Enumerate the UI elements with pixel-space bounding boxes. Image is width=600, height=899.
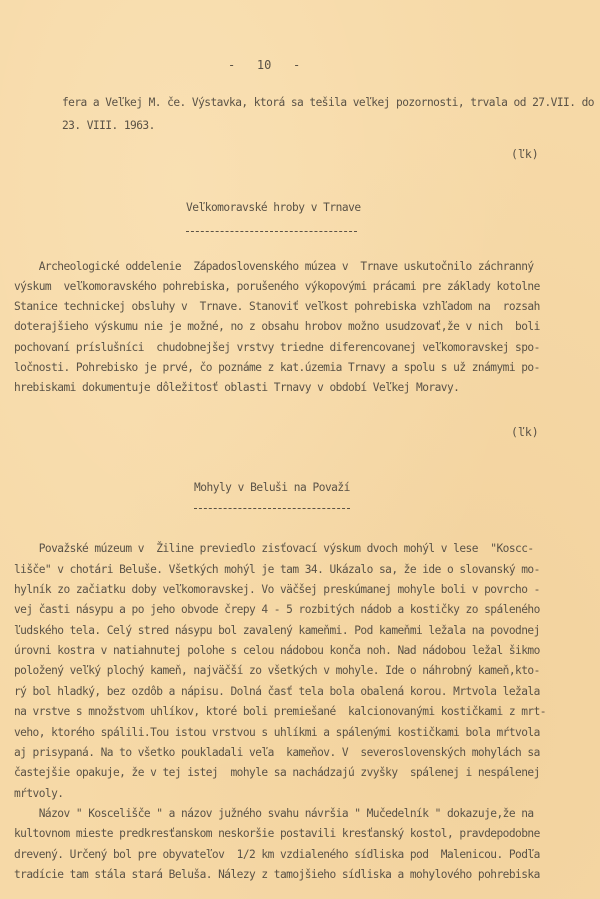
- section2-line-3: hylník zo začiatku doby veľkomoravskej. Vo väčšej preskúmanej mohyle boli v povrcho -: [14, 583, 540, 596]
- section1-line-7: hrebiskami dokumentuje dôležitosť oblasti Trnavy v období Veľkej Moravy.: [14, 381, 460, 394]
- signature-initials: (ľk): [511, 147, 539, 161]
- section-title-mohyly-v-belusi: Mohyly v Beluši na Považí: [194, 481, 350, 494]
- section2-line-11: aj prisypaná. Na to všetko poukladali veľa kameňov. V severoslovenských mohylách sa: [14, 746, 540, 759]
- title-underline: [186, 231, 357, 232]
- signature-initials: (ľk): [511, 425, 539, 439]
- section2-line-7: položený veľký plochý kameň, najväčší zo všetkých v mohyle. Ide o náhrobný kameň,kto-: [14, 664, 540, 677]
- section1-line-4: doterajšieho výskumu nie je možné, no z obsahu hrobov možno usudzovať,že v nich boli: [14, 320, 540, 333]
- section2-line-5: ľudského tela. Celý stred násypu bol zavalený kameňmi. Pod kameňmi ležala na povodnej: [14, 624, 540, 637]
- title-underline: [194, 508, 350, 509]
- section1-line-3: Stanice technickej obsluhy v Trnave. Stanoviť veľkost pohrebiska vzhľadom na rozsah: [14, 300, 540, 313]
- intro-line-1: fera a Veľkej M. če. Výstavka, ktorá sa tešila veľkej pozornosti, trvala od 27.VII. do: [62, 96, 594, 109]
- section2-line-15: kultovnom mieste predkresťanskom neskoršie postavili kresťanský kostol, pravdepodobne: [14, 827, 540, 840]
- section2-line-14: Názov " Koscelišče " a názov južného svahu návršia " Mučedelník " dokazuje,že na: [14, 807, 534, 820]
- section1-line-1: Archeologické oddelenie Západoslovenského múzea v Trnave uskutočnilo záchranný: [14, 260, 534, 273]
- section-title-velkomoravske-hroby: Veľkomoravské hroby v Trnave: [186, 201, 361, 214]
- section2-line-6: úrovni kostra v natiahnutej polohe s celou nádobou konča noh. Nad nádobou ležal šikmo: [14, 644, 540, 657]
- section2-line-1: Považské múzeum v Žiline previedlo zisťovací výskum dvoch mohýl v lese "Koscc-: [14, 542, 534, 555]
- section1-line-6: ločnosti. Pohrebisko je prvé, čo poznáme z kat.územia Trnavy a spolu s už známymi po-: [14, 361, 540, 374]
- page-number: - 10 -: [228, 58, 301, 72]
- section1-line-5: pochovaní príslušníci chudobnejšej vrstvy triedne diferencovanej veľkomoravskej spo-: [14, 341, 540, 354]
- section2-line-13: mŕtvoly.: [14, 787, 64, 800]
- intro-line-2: 23. VIII. 1963.: [62, 119, 155, 132]
- section2-line-4: vej časti násypu a po jeho obvode črepy 4 - 5 rozbitých nádob a kostičky zo spáleného: [14, 603, 540, 616]
- section2-line-12: častejšie opakuje, že v tej istej mohyle sa nachádzajú zvyšky spálenej i nespálenej: [14, 766, 540, 779]
- section2-line-8: rý bol hladký, bez ozdôb a nápisu. Dolná časť tela bola obalená korou. Mrtvola ležala: [14, 685, 540, 698]
- section2-line-17: tradície tam stála stará Beluša. Nálezy z tamojšieho sídliska a mohylového pohrebiska: [14, 868, 540, 881]
- section2-line-9: na vrstve s množstvom uhlíkov, ktoré boli premiešané kalcionovanými kostičkami z mrt-: [14, 705, 546, 718]
- section1-line-2: výskum veľkomoravského pohrebiska, porušeného výkopovými prácami pre základy kotolne: [14, 280, 540, 293]
- section2-line-16: drevený. Určený bol pre obyvateľov 1/2 km vzdialeného sídliska pod Malenicou. Podľa: [14, 848, 540, 861]
- section2-line-2: lišče" v chotári Beluše. Všetkých mohýl je tam 34. Ukázalo sa, že ide o slovanský mo-: [14, 563, 540, 576]
- section2-line-10: veho, ktorého spálili.Tou istou vrstvou s uhlíkmi a spálenými kostičkami bola mŕtvola: [14, 726, 540, 739]
